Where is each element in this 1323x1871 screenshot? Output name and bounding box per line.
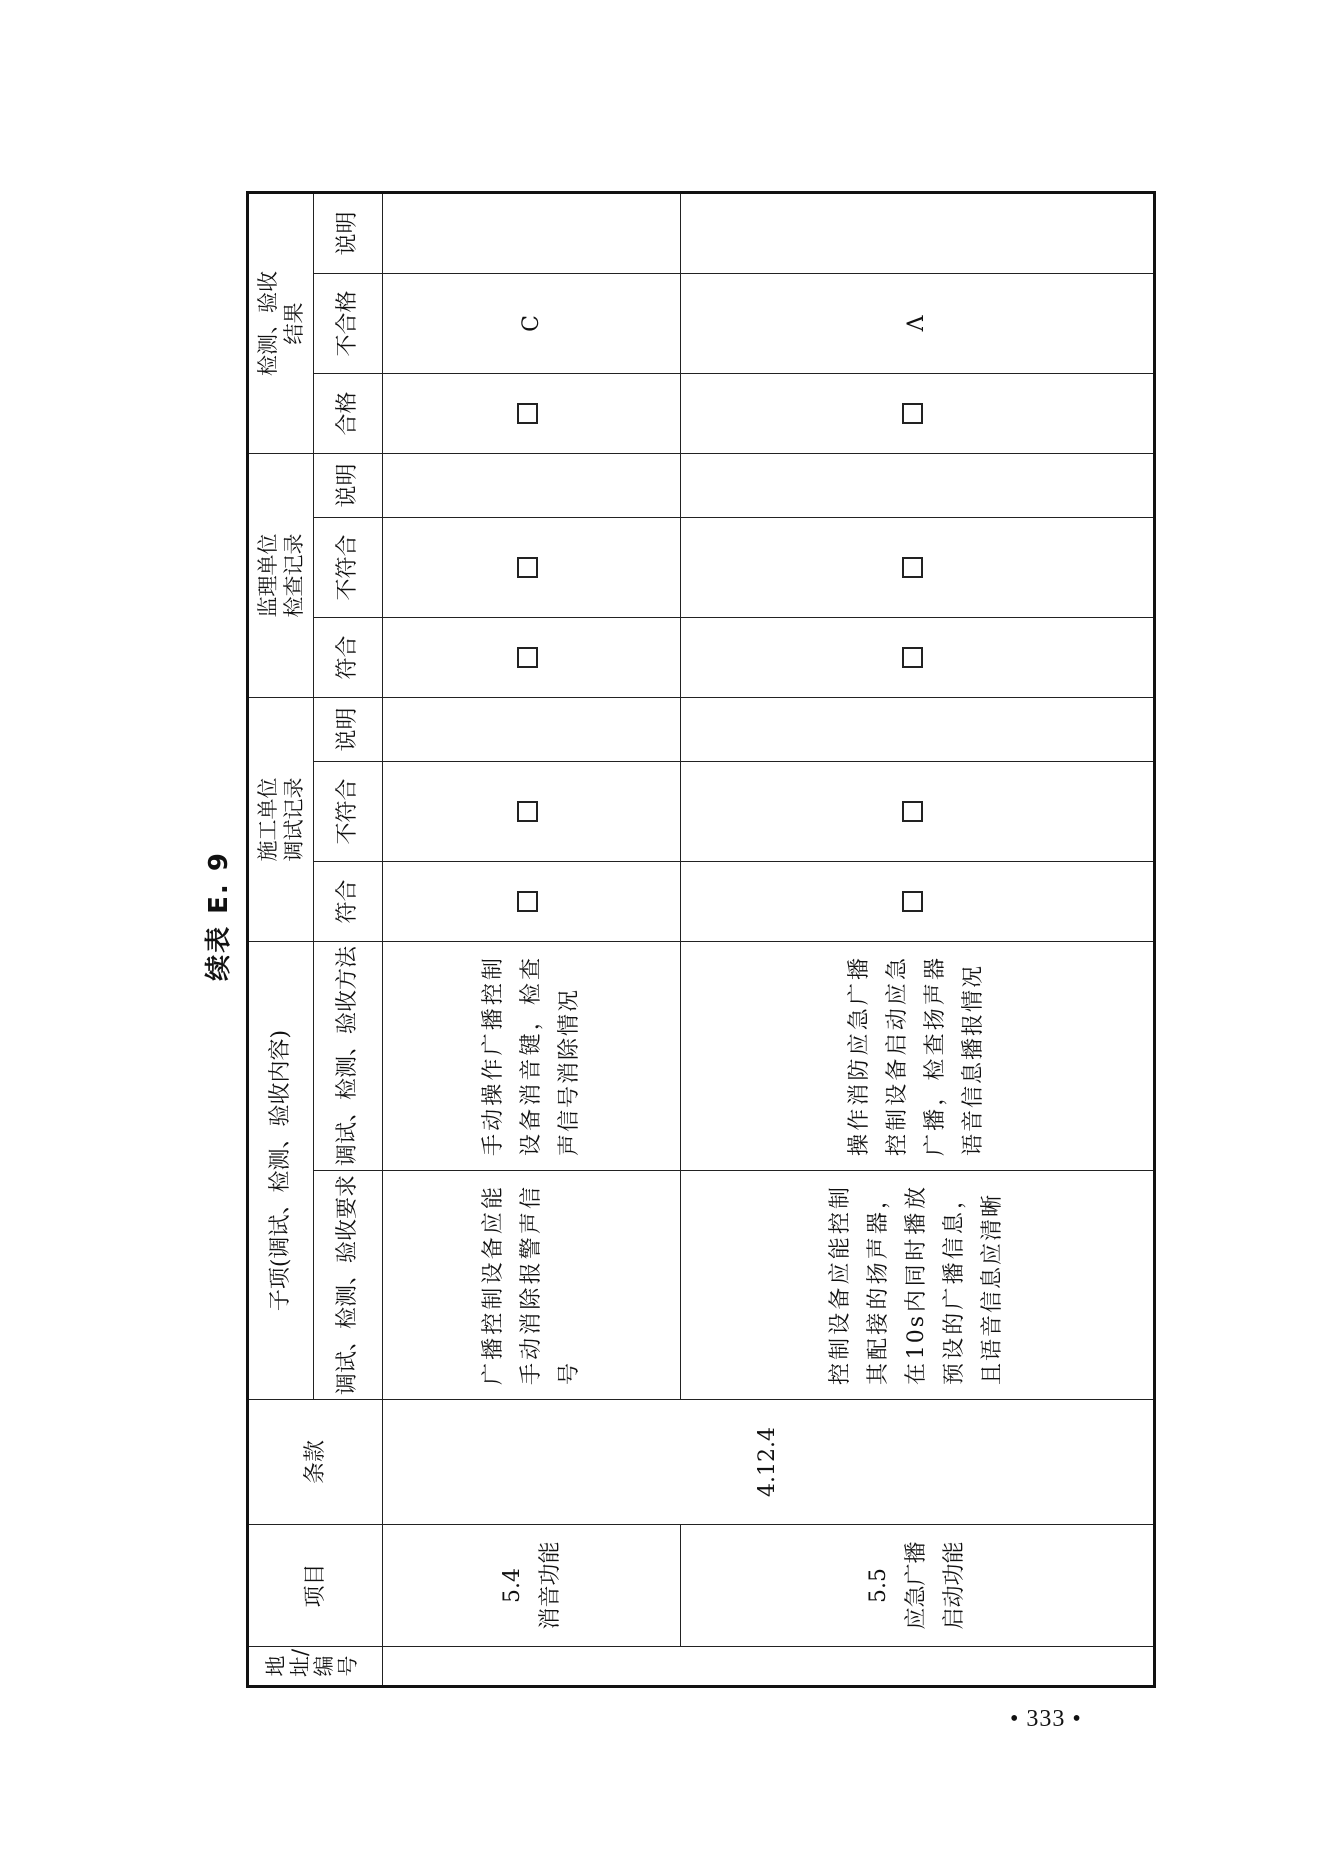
supervisor-note-cell (681, 453, 1155, 517)
method-cell: 操作消防应急广播控制设备启动应急广播，检查扬声器语音信息播报情况 (681, 941, 1155, 1170)
contractor-conform-cell (681, 861, 1155, 941)
project-name: 消音功能 (537, 1541, 563, 1630)
supervisor-note-header: 说明 (314, 453, 383, 517)
address-header: 地址/编号 (248, 1647, 383, 1687)
result-fail-mark: C (518, 315, 544, 332)
header-row-1 (248, 192, 314, 1686)
result-fail-mark: Λ (904, 315, 930, 332)
contractor-conform-checkbox[interactable] (902, 891, 923, 912)
method-header: 调试、检测、验收方法 (314, 941, 383, 1170)
address-cell (383, 1647, 1155, 1687)
project-name: 应急广播启动功能 (904, 1541, 968, 1630)
contractor-nonconform-checkbox[interactable] (902, 801, 923, 822)
result-note-cell (383, 192, 681, 273)
supervisor-nonconform-header: 不符合 (314, 517, 383, 617)
contractor-nonconform-checkbox[interactable] (517, 801, 538, 822)
result-pass-header: 合格 (314, 373, 383, 453)
supervisor-conform-checkbox[interactable] (902, 647, 923, 668)
contractor-note-cell (383, 697, 681, 761)
supervisor-note-cell (383, 453, 681, 517)
project-cell (383, 1525, 681, 1647)
contractor-group-header: 施工单位 调试记录 (248, 697, 314, 941)
clause-cell: 4.12.4 (383, 1400, 1155, 1525)
supervisor-nonconform-cell (383, 517, 681, 617)
supervisor-nonconform-checkbox[interactable] (902, 557, 923, 578)
supervisor-conform-cell (681, 617, 1155, 697)
project-number: 5.4 (499, 1568, 525, 1603)
contractor-nonconform-cell (383, 761, 681, 861)
contractor-nonconform-cell (681, 761, 1155, 861)
requirement-cell: 控制设备应能控制其配接的扬声器，在10s内同时播放预设的广播信息，且语音信息应清晰 (681, 1171, 1155, 1400)
supervisor-nonconform-checkbox[interactable] (517, 557, 538, 578)
table-row (383, 192, 681, 1686)
result-pass-checkbox[interactable] (902, 403, 923, 424)
supervisor-group-header: 监理单位 检查记录 (248, 453, 314, 697)
result-group-header: 检测、验收 结果 (248, 192, 314, 453)
contractor-conform-header: 符合 (314, 861, 383, 941)
contractor-note-cell (681, 697, 1155, 761)
supervisor-conform-checkbox[interactable] (517, 647, 538, 668)
result-fail-cell (383, 273, 681, 373)
contractor-nonconform-header: 不符合 (314, 761, 383, 861)
project-cell (681, 1525, 1155, 1647)
result-note-header: 说明 (314, 192, 383, 273)
table-caption: 续表 E. 9 (204, 851, 234, 981)
result-pass-checkbox[interactable] (517, 403, 538, 424)
project-number: 5.5 (866, 1568, 892, 1603)
requirement-header: 调试、检测、验收要求 (314, 1171, 383, 1400)
supervisor-nonconform-cell (681, 517, 1155, 617)
subitem-header: 子项(调试、检测、验收内容) (248, 941, 314, 1399)
result-pass-cell (681, 373, 1155, 453)
supervisor-conform-header: 符合 (314, 617, 383, 697)
supervisor-conform-cell (383, 617, 681, 697)
project-header: 项目 (248, 1525, 383, 1647)
contractor-conform-checkbox[interactable] (517, 891, 538, 912)
result-note-cell (681, 192, 1155, 273)
contractor-note-header: 说明 (314, 697, 383, 761)
contractor-conform-cell (383, 861, 681, 941)
requirement-cell: 广播控制设备应能手动消除报警声信号 (383, 1171, 681, 1400)
method-cell: 手动操作广播控制设备消音键，检查声信号消除情况 (383, 941, 681, 1170)
page-number: • 333 • (1010, 1706, 1082, 1732)
clause-header: 条款 (248, 1400, 383, 1525)
result-pass-cell (383, 373, 681, 453)
result-fail-header: 不合格 (314, 273, 383, 373)
acceptance-table (246, 191, 1156, 1688)
result-fail-cell (681, 273, 1155, 373)
